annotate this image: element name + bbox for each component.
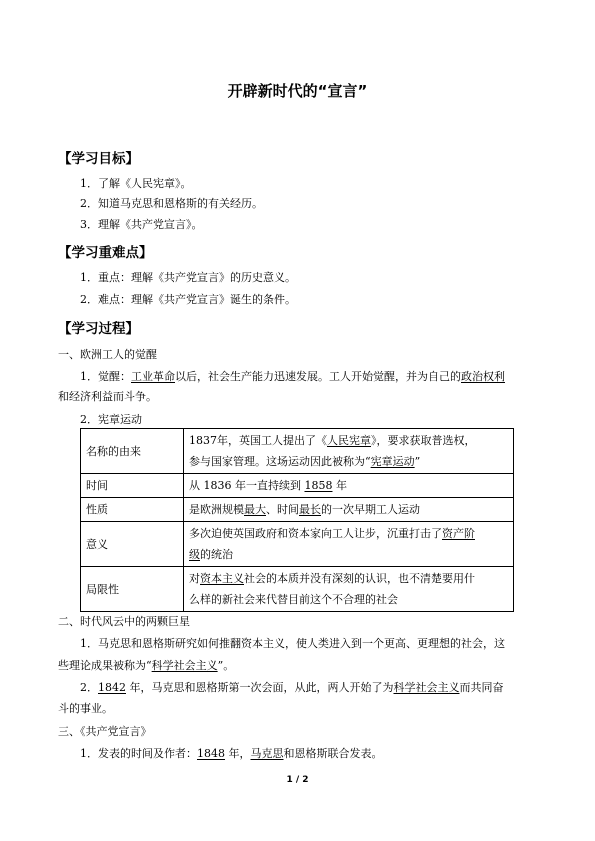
table-row: [81, 522, 514, 567]
row-value: 从 1836 年一直持续到 1858 年: [184, 474, 514, 498]
answer-longest: 最长: [299, 503, 321, 516]
row-label: 意义: [81, 522, 184, 567]
answer-political-rights: 政治权利: [461, 370, 505, 383]
key-point-item-2: 2．难点：理解《共产党宣言》诞生的条件。: [80, 293, 296, 306]
goal-item-2: 2．知道马克思和恩格斯的有关经历。: [80, 197, 263, 210]
part2-title: 二、时代风云中的两颗巨星: [58, 615, 190, 628]
part1-title: 一、欧洲工人的觉醒: [58, 348, 157, 361]
goal-item-1: 1．了解《人民宪章》。: [80, 177, 192, 190]
chartism-table: [80, 428, 514, 612]
process-heading: 【学习过程】: [58, 321, 139, 337]
table-row: [81, 429, 514, 474]
part1-paragraph1-line1: 1．觉醒：工业革命以后，社会生产能力迅速发展。工人开始觉醒，并为自己的政治权利: [80, 370, 505, 383]
answer-bourgeoisie-part2: 级: [189, 548, 200, 561]
answer-scientific-socialism-2: 科学社会主义: [393, 681, 460, 694]
part2-paragraph2-line2: 斗的事业。: [58, 702, 113, 715]
row-label: 局限性: [81, 567, 184, 612]
row-value: 是欧洲规模最大、时间最长的一次早期工人运动: [184, 498, 514, 522]
answer-capitalism: 资本主义: [200, 572, 244, 585]
row-value: 对资本主义社会的本质并没有深刻的认识，也不清楚要用什 么样的新社会来代替目前这个不合理的社会: [184, 567, 514, 612]
page-number: 1 / 2: [286, 775, 309, 785]
answer-bourgeoisie-part1: 资产阶: [442, 527, 475, 540]
page-title: 开辟新时代的“宣言”: [227, 82, 368, 100]
answer-marx: 马克思: [250, 747, 284, 760]
part1-paragraph2: 2．宪章运动: [80, 413, 142, 426]
table-row: [81, 498, 514, 522]
answer-meeting-year: 1842: [98, 681, 126, 694]
row-label: 性质: [81, 498, 184, 522]
goal-item-3: 3．理解《共产党宣言》。: [80, 218, 203, 231]
answer-peoples-charter: 人民宪章: [327, 434, 371, 447]
part3-paragraph1: 1．发表的时间及作者：1848 年，马克思和恩格斯联合发表。: [80, 747, 383, 760]
goals-heading: 【学习目标】: [58, 151, 139, 167]
part1-paragraph1-line2: 和经济利益而斗争。: [58, 390, 157, 403]
part2-paragraph2-line1: 2．1842 年，马克思和恩格斯第一次会面，从此，两人开始了为科学社会主义而共同奋: [80, 681, 504, 694]
table-row: [81, 474, 514, 498]
table-row: [81, 567, 514, 612]
answer-largest: 最大: [244, 503, 266, 516]
row-label: 名称的由来: [81, 429, 184, 474]
part2-paragraph1-line1: 1．马克思和恩格斯研究如何推翻资本主义，使人类进入到一个更高、更理想的社会，这: [80, 637, 505, 650]
answer-publication-year: 1848: [197, 747, 225, 760]
answer-chartist-movement: 宪章运动: [370, 455, 415, 468]
answer-end-year: 1858: [304, 479, 333, 492]
row-value: 1837年，英国工人提出了《人民宪章》，要求获取普选权， 参与国家管理。这场运动因此被称为“宪章运动”: [184, 429, 514, 474]
row-value: 多次迫使英国政府和资本家向工人让步，沉重打击了资产阶 级的统治: [184, 522, 514, 567]
answer-scientific-socialism: 科学社会主义: [151, 659, 218, 672]
row-label: 时间: [81, 474, 184, 498]
part3-title: 三、《共产党宣言》: [58, 725, 152, 738]
part2-paragraph1-line2: 些理论成果被称为“科学社会主义”。: [58, 659, 235, 672]
key-point-item-1: 1．重点：理解《共产党宣言》的历史意义。: [80, 271, 296, 284]
answer-industrial-revolution: 工业革命: [131, 370, 175, 383]
key-points-heading: 【学习重难点】: [58, 245, 153, 261]
